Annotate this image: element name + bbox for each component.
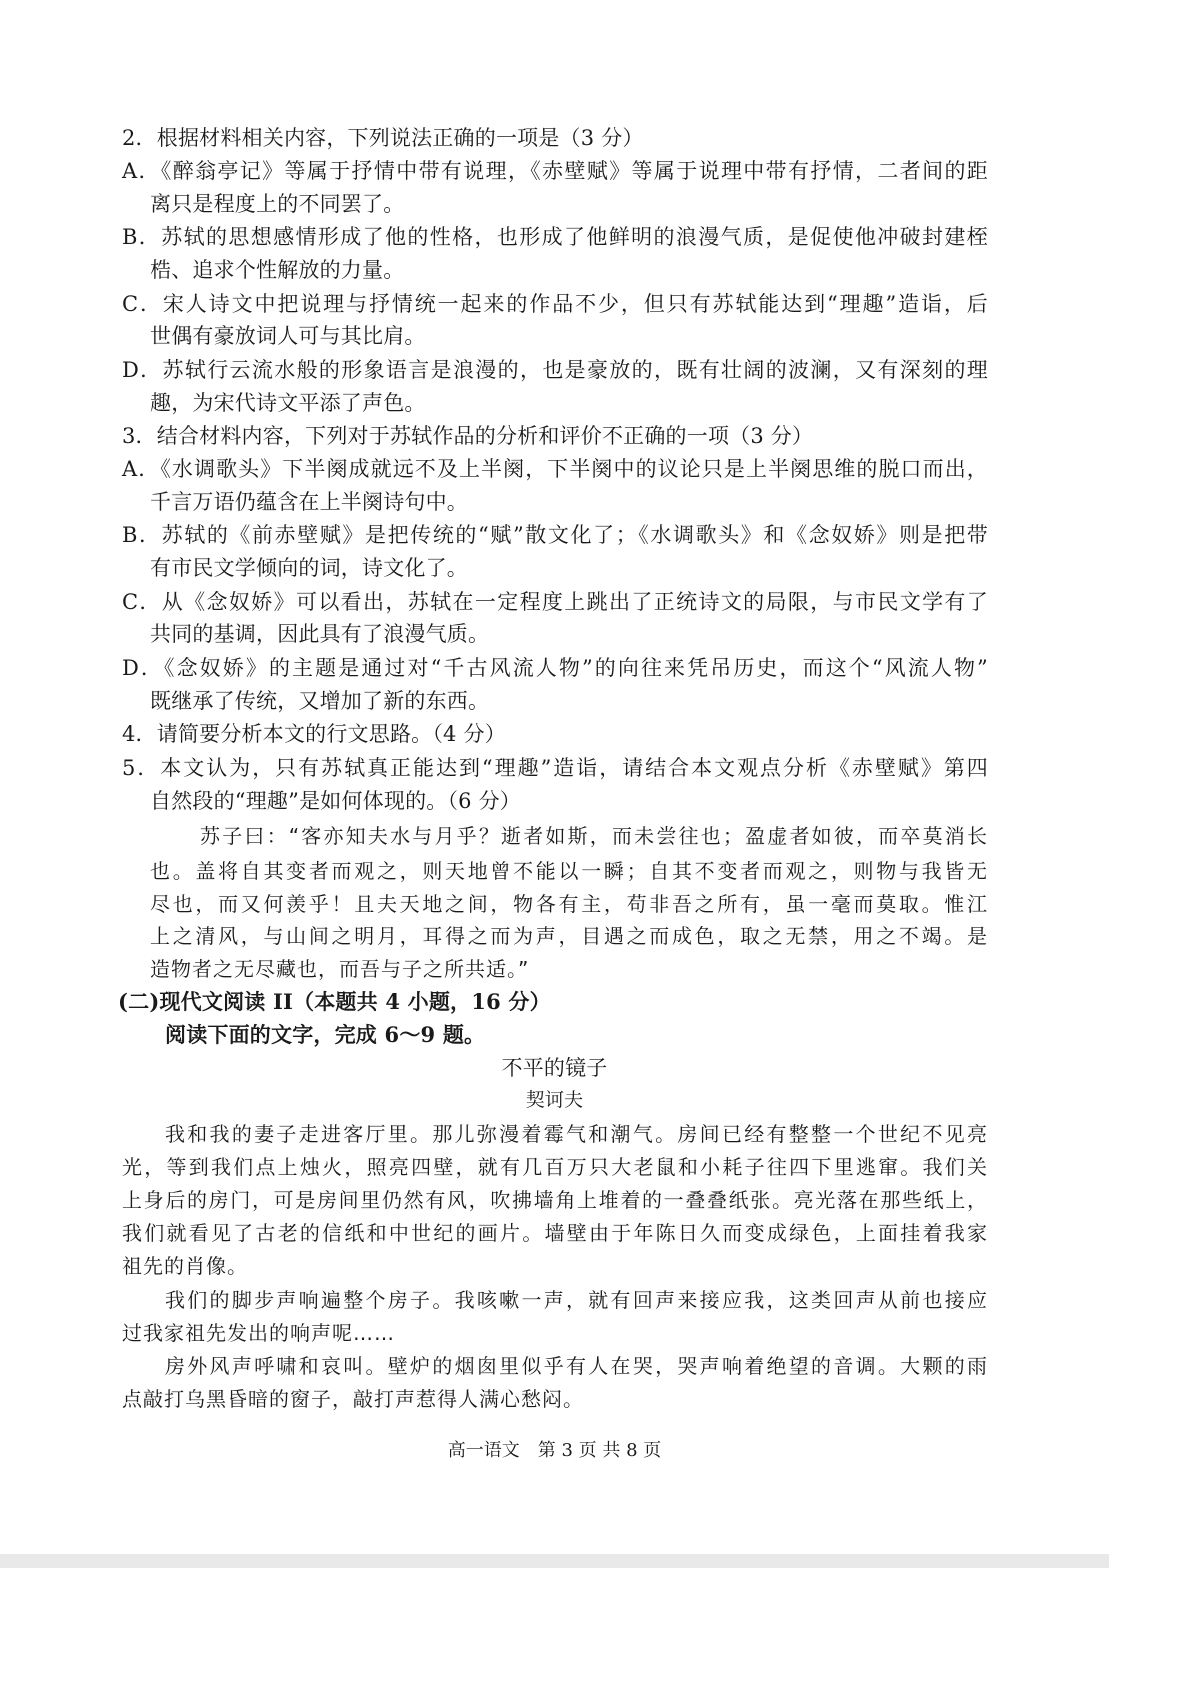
q2-option-a-line2: 离只是程度上的不同罢了。 xyxy=(150,192,405,216)
story-author: 契诃夫 xyxy=(525,1089,584,1111)
q3-option-b-line1: B．苏轼的《前赤壁赋》是把传统的“赋”散文化了；《水调歌头》和《念奴娇》则是把带 xyxy=(122,523,988,547)
q3-option-d-line1: D．《念奴娇》的主题是通过对“千古风流人物”的向往来凭吊历史，而这个“风流人物” xyxy=(122,656,988,680)
story-line-8: 房外风声呼啸和哀叫。壁炉的烟囱里似乎有人在哭，哭声响着绝望的音调。大颗的雨 xyxy=(165,1354,988,1378)
section-instruction: 阅读下面的文字，完成 6～9 题。 xyxy=(165,1022,486,1047)
passage-line-3: 尽也，而又何羡乎！且夫天地之间，物各有主，苟非吾之所有，虽一毫而莫取。惟江 xyxy=(150,892,988,916)
q2-option-b-line2: 梏、追求个性解放的力量。 xyxy=(150,258,405,282)
question-3-stem: 3．结合材料内容，下列对于苏轼作品的分析和评价不正确的一项（3 分） xyxy=(122,424,814,448)
q3-option-c-line1: C．从《念奴娇》可以看出，苏轼在一定程度上跳出了正统诗文的局限，与市民文学有了 xyxy=(122,590,988,614)
q3-option-c-line2: 共同的基调，因此具有了浪漫气质。 xyxy=(150,622,490,646)
scan-edge xyxy=(0,1554,1109,1568)
q2-option-a-line1: A．《醉翁亭记》等属于抒情中带有说理，《赤壁赋》等属于说理中带有抒情，二者间的距 xyxy=(122,159,988,183)
story-line-6: 我们的脚步声响遍整个房子。我咳嗽一声，就有回声来接应我，这类回声从前也接应 xyxy=(165,1288,988,1312)
story-title: 不平的镜子 xyxy=(501,1056,608,1080)
q2-option-c-line1: C．宋人诗文中把说理与抒情统一起来的作品不少，但只有苏轼能达到“理趣”造诣，后 xyxy=(122,292,988,316)
story-line-3: 上身后的房门，可是房间里仍然有风，吹拂墙角上堆着的一叠叠纸张。亮光落在那些纸上， xyxy=(122,1188,988,1212)
story-line-5: 祖先的肖像。 xyxy=(122,1254,248,1278)
q2-option-c-line2: 世偶有豪放词人可与其比肩。 xyxy=(150,324,426,348)
question-4: 4．请简要分析本文的行文思路。（4 分） xyxy=(122,722,506,746)
q2-option-d-line1: D．苏轼行云流水般的形象语言是浪漫的，也是豪放的，既有壮阔的波澜，又有深刻的理 xyxy=(122,358,988,382)
section-heading: (二)现代文阅读 II（本题共 4 小题，16 分） xyxy=(118,989,551,1014)
q3-option-b-line2: 有市民文学倾向的词，诗文化了。 xyxy=(150,556,468,580)
story-line-4: 我们就看见了古老的信纸和中世纪的画片。墙壁由于年陈日久而变成绿色，上面挂着我家 xyxy=(122,1221,988,1245)
q3-option-a-line1: A．《水调歌头》下半阕成就远不及上半阕，下半阕中的议论只是上半阕思维的脱口而出， xyxy=(122,457,988,481)
passage-line-1: 苏子曰：“客亦知夫水与月乎？逝者如斯，而未尝往也；盈虚者如彼，而卒莫消长 xyxy=(200,824,988,848)
question-2-stem: 2．根据材料相关内容，下列说法正确的一项是（3 分） xyxy=(122,126,644,150)
page-footer: 高一语文 第 3 页 共 8 页 xyxy=(447,1440,662,1461)
story-line-2: 光，等到我们点上烛火，照亮四壁，就有几百万只大老鼠和小耗子往四下里逃窜。我们关 xyxy=(122,1155,988,1179)
q3-option-a-line2: 千言万语仍蕴含在上半阕诗句中。 xyxy=(150,490,468,514)
passage-line-2: 也。盖将自其变者而观之，则天地曾不能以一瞬；自其不变者而观之，则物与我皆无 xyxy=(150,859,988,883)
q3-option-d-line2: 既继承了传统，又增加了新的东西。 xyxy=(150,689,490,713)
story-line-7: 过我家祖先发出的响声呢…… xyxy=(122,1321,395,1345)
question-5-line1: 5．本文认为，只有苏轼真正能达到“理趣”造诣，请结合本文观点分析《赤壁赋》第四 xyxy=(122,756,988,780)
q2-option-b-line1: B．苏轼的思想感情形成了他的性格，也形成了他鲜明的浪漫气质，是促使他冲破封建桎 xyxy=(122,225,988,249)
passage-line-5: 造物者之无尽藏也，而吾与子之所共适。” xyxy=(150,957,530,981)
question-5-line2: 自然段的“理趣”是如何体现的。（6 分） xyxy=(150,789,522,813)
q2-option-d-line2: 趣，为宋代诗文平添了声色。 xyxy=(150,391,426,415)
story-line-1: 我和我的妻子走进客厅里。那儿弥漫着霉气和潮气。房间已经有整整一个世纪不见亮 xyxy=(165,1122,988,1146)
passage-line-4: 上之清风，与山间之明月，耳得之而为声，目遇之而成色，取之无禁，用之不竭。是 xyxy=(150,924,988,948)
story-line-9: 点敲打乌黑昏暗的窗子，敲打声惹得人满心愁闷。 xyxy=(122,1387,584,1411)
